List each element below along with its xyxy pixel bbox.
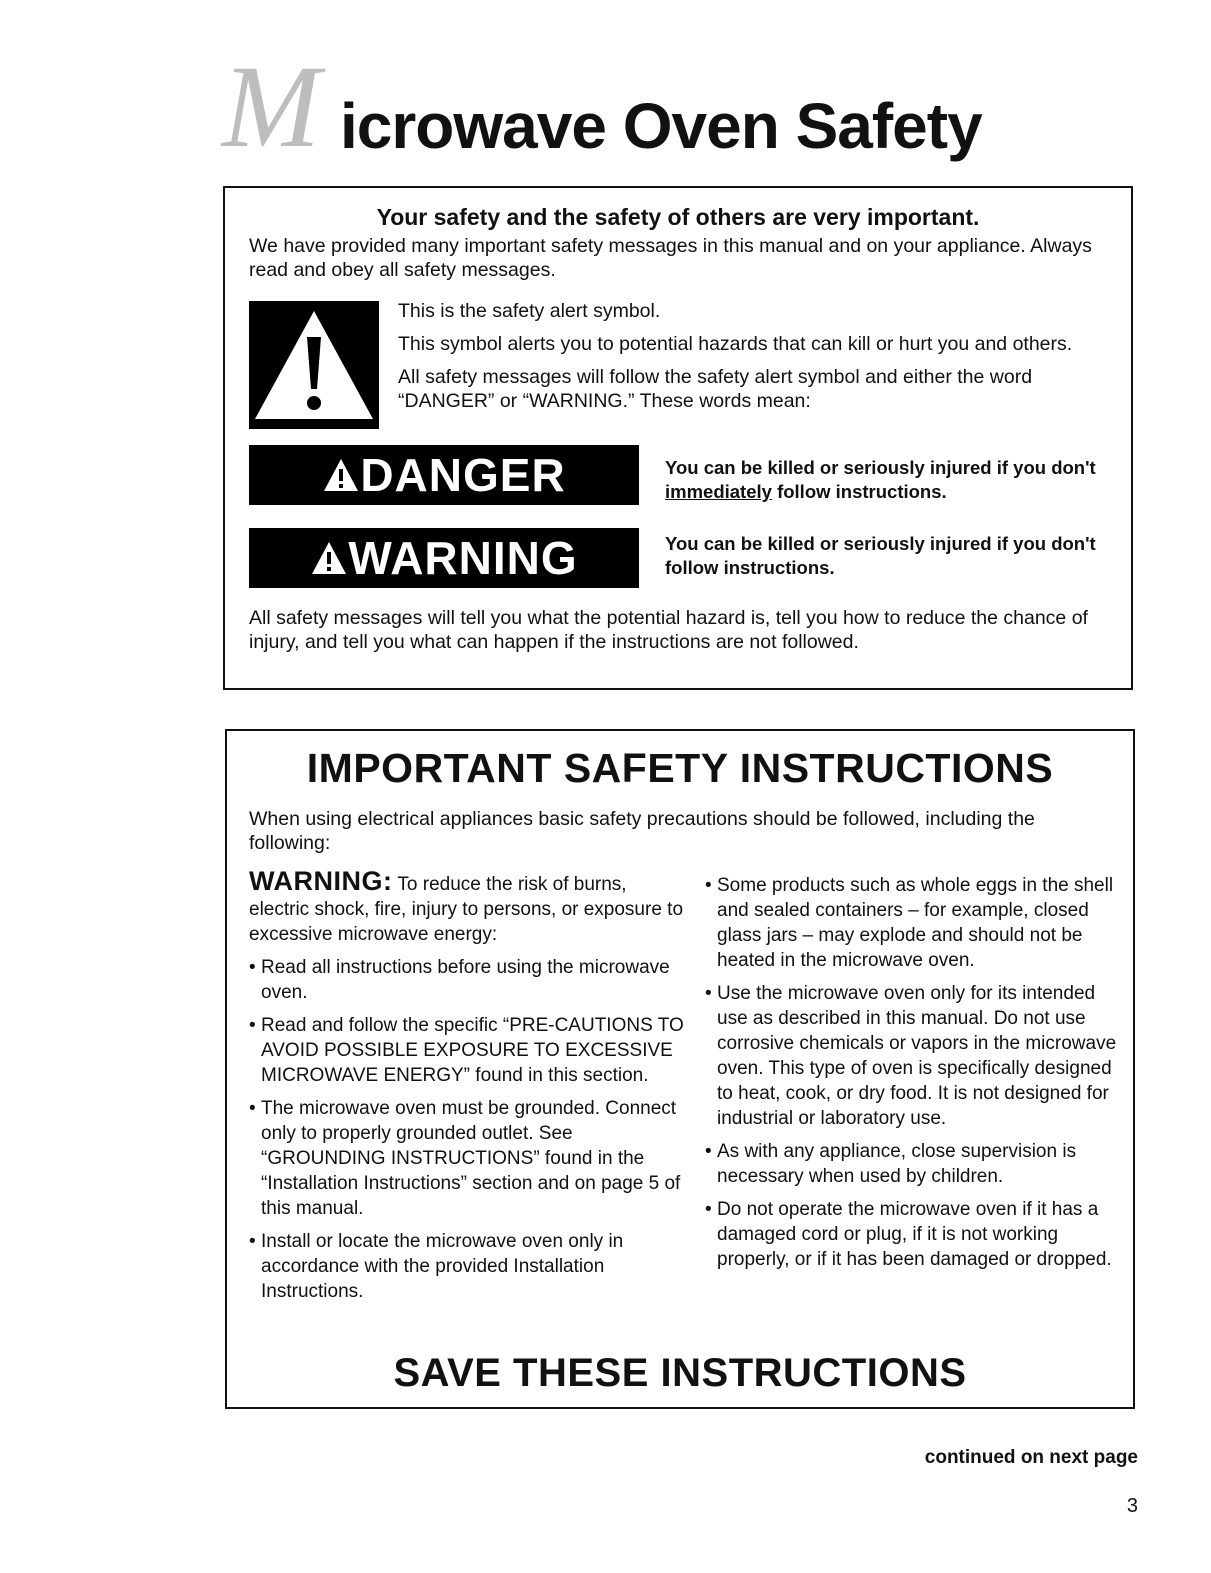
danger-desc-text-end: follow instructions. — [771, 481, 947, 502]
title-text: icrowave Oven Safety — [340, 90, 982, 162]
instructions-intro: When using electrical appliances basic safety precautions should be followed, including the following: — [249, 808, 1035, 854]
safety-importance-box — [223, 186, 1133, 690]
list-item: • As with any appliance, close supervision is necessary when used by children. — [705, 1141, 1077, 1187]
page-number: 3 — [1126, 1495, 1138, 1517]
list-item: • The microwave oven must be grounded. Connect only to properly grounded outlet. See “GROUNDING INSTRUCTIONS” found in the “Installation Instructions” section and on page 5 of this manual. — [249, 1098, 681, 1219]
list-item: • Some products such as whole eggs in the shell and sealed containers – for example, closed glass jars – may explode and should not be heated in the microwave oven. — [705, 875, 1114, 971]
alert-line: This is the safety alert symbol. — [398, 300, 661, 322]
alert-triangle-icon — [310, 540, 348, 576]
danger-description — [665, 456, 1125, 504]
alert-line: This symbol alerts you to potential hazards that can kill or hurt you and others. — [398, 333, 1073, 355]
important-safety-instructions-box — [225, 729, 1135, 1409]
title-decorative-initial: M — [222, 41, 315, 172]
continued-note: continued on next page — [924, 1447, 1138, 1468]
list-item: • Read all instructions before using the microwave oven. — [249, 957, 670, 1003]
warning-signal-label — [249, 528, 639, 588]
warning-description: You can be killed or seriously injured if you don't follow instructions. — [665, 533, 1096, 578]
safety-box-footer: All safety messages will tell you what the potential hazard is, tell you how to reduce the chance of injury, and tell you what can happen if the instructions are not followed. — [249, 607, 1088, 653]
list-item: • Use the microwave oven only for its intended use as described in this manual. Do not use corrosive chemicals or vapors in the microwave oven. This type of oven is specifically designed to heat, cook, or dry food. It is not designed for industrial or laboratory use. — [705, 983, 1117, 1129]
save-instructions-banner: SAVE THESE INSTRUCTIONS — [393, 1351, 967, 1395]
list-item: • Read and follow the specific “PRE-CAUTIONS TO AVOID POSSIBLE EXPOSURE TO EXCESSIVE MICROWAVE ENERGY” found in this section. — [249, 1015, 684, 1086]
instructions-left-column — [249, 866, 689, 1304]
warning-lead: WARNING: — [249, 866, 393, 896]
list-item: • Install or locate the microwave oven only in accordance with the provided Installation Instructions. — [249, 1231, 624, 1302]
instructions-heading: IMPORTANT SAFETY INSTRUCTIONS — [306, 745, 1054, 791]
danger-desc-emphasis: immediately — [665, 481, 772, 502]
safety-box-intro: We have provided many important safety messages in this manual and on your appliance. Always read and obey all safety messages. — [249, 235, 1092, 281]
alert-explanation — [398, 299, 1118, 422]
alert-triangle-icon — [322, 457, 360, 493]
alert-line: All safety messages will follow the safety alert symbol and either the word “DANGER” or “WARNING.” These words mean: — [398, 366, 1033, 412]
danger-desc-text: You can be killed or seriously injured if you don't — [665, 457, 1096, 478]
instructions-right-column — [705, 873, 1125, 1272]
warning-text: To reduce the risk of burns, electric shock, fire, injury to persons, or exposure to excessive microwave energy: — [249, 874, 684, 945]
danger-signal-label — [249, 445, 639, 505]
list-item: • Do not operate the microwave oven if it has a damaged cord or plug, if it is not working properly, or if it has been damaged or dropped. — [705, 1199, 1112, 1270]
danger-word: DANGER — [360, 449, 566, 501]
page-title — [222, 41, 1122, 172]
warning-statement — [249, 866, 689, 947]
warning-word: WARNING — [348, 532, 578, 584]
safety-box-heading: Your safety and the safety of others are very important. — [376, 204, 980, 230]
safety-alert-symbol-icon — [249, 301, 379, 429]
